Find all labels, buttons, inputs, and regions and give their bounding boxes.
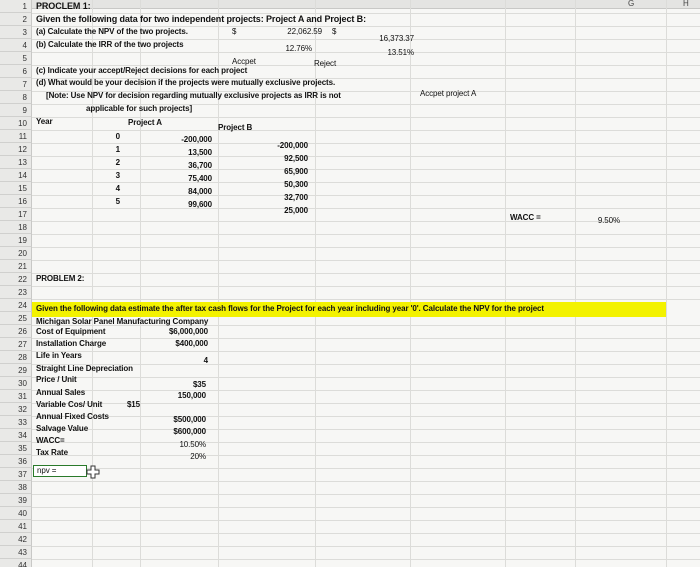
question-a: (a) Calculate the NPV of the two projects. — [36, 27, 188, 36]
item-label: Annual Sales — [36, 388, 86, 397]
grid-line — [32, 208, 700, 209]
column-header-g[interactable]: G — [628, 0, 635, 8]
grid-line — [32, 234, 700, 235]
decision-d[interactable]: Accpet project A — [420, 89, 477, 98]
row-header[interactable]: 17 — [0, 208, 32, 221]
cash-a-cell[interactable]: 99,600 — [188, 200, 212, 209]
row-header[interactable]: 43 — [0, 546, 32, 559]
item-label: Cost of Equipment — [36, 327, 106, 336]
decision-a[interactable]: Accpet — [232, 57, 256, 66]
item-value[interactable]: $35 — [192, 380, 206, 389]
npv-a-value[interactable]: 22,062.59 — [287, 27, 322, 36]
grid-line — [32, 260, 700, 261]
problem2-title: PROBLEM 2: — [36, 274, 85, 283]
item-label: Variable Cos/ Unit — [36, 400, 103, 409]
note-line-2: applicable for such projects] — [86, 104, 193, 113]
grid-line — [32, 416, 700, 417]
item-value[interactable]: 4 — [203, 356, 208, 365]
grid-line — [32, 247, 700, 248]
row-header[interactable]: 35 — [0, 442, 32, 455]
column-header-bar — [0, 0, 700, 9]
row-header[interactable]: 31 — [0, 390, 32, 403]
grid-line — [32, 429, 700, 430]
year-cell[interactable]: 5 — [115, 197, 120, 206]
row-header[interactable]: 4 — [0, 39, 32, 52]
item-value[interactable]: 10.50% — [179, 440, 206, 449]
item-label: Salvage Value — [36, 424, 89, 433]
grid-line — [32, 182, 700, 183]
cell-cursor-icon — [86, 465, 100, 479]
row-header[interactable]: 18 — [0, 221, 32, 234]
grid-line — [32, 442, 700, 443]
grid-line — [32, 195, 700, 196]
row-header[interactable]: 7 — [0, 78, 32, 91]
row-header[interactable]: 42 — [0, 533, 32, 546]
project-b-header: Project B — [218, 123, 253, 132]
problem1-title: PROCLEM 1: — [36, 1, 91, 11]
row-header[interactable]: 14 — [0, 169, 32, 182]
row-header[interactable]: 29 — [0, 364, 32, 377]
cash-a-cell[interactable]: 13,500 — [188, 148, 212, 157]
problem1-statement: Given the following data for two independent projects: Project A and Project B: — [36, 14, 366, 24]
item-label: Tax Rate — [36, 448, 68, 457]
row-header[interactable]: 15 — [0, 182, 32, 195]
item-value[interactable]: $400,000 — [175, 339, 208, 348]
row-header[interactable]: 33 — [0, 416, 32, 429]
row-header[interactable]: 32 — [0, 403, 32, 416]
row-header[interactable]: 5 — [0, 52, 32, 65]
row-header[interactable]: 22 — [0, 273, 32, 286]
item-value[interactable]: $6,000,000 — [168, 327, 208, 336]
row-header[interactable]: 25 — [0, 312, 32, 325]
decision-b[interactable]: Reject — [314, 59, 337, 68]
row-header[interactable]: 3 — [0, 26, 32, 39]
grid-line — [32, 507, 700, 508]
grid-line — [32, 351, 700, 352]
row-header[interactable]: 20 — [0, 247, 32, 260]
item-label: Life in Years — [36, 351, 82, 360]
item-value[interactable]: 20% — [190, 452, 206, 461]
row-header[interactable]: 2 — [0, 13, 32, 26]
wacc-value[interactable]: 9.50% — [597, 216, 620, 225]
year-cell[interactable]: 1 — [115, 145, 120, 154]
grid-line — [32, 455, 700, 456]
row-header[interactable]: 41 — [0, 520, 32, 533]
question-d: (d) What would be your decision if the projects were mutually exclusive projects. — [36, 78, 336, 87]
grid-line — [32, 390, 700, 391]
grid-line — [32, 286, 700, 287]
item-label: Installation Charge — [36, 339, 107, 348]
item-value[interactable]: $600,000 — [173, 427, 206, 436]
row-header[interactable]: 38 — [0, 481, 32, 494]
grid-line — [32, 481, 700, 482]
item-label: WACC= — [36, 436, 65, 445]
year-cell[interactable]: 0 — [115, 132, 120, 141]
item-value[interactable]: $15 — [126, 400, 140, 409]
row-header[interactable]: 6 — [0, 65, 32, 78]
column-header-h[interactable]: H — [683, 0, 689, 8]
year-header: Year — [36, 117, 53, 126]
row-header[interactable]: 26 — [0, 325, 32, 338]
item-value[interactable]: $500,000 — [173, 415, 206, 424]
cash-a-cell[interactable]: 75,400 — [188, 174, 212, 183]
grid-line — [32, 273, 700, 274]
row-header[interactable]: 28 — [0, 351, 32, 364]
row-header[interactable]: 1 — [0, 0, 32, 13]
row-header[interactable]: 30 — [0, 377, 32, 390]
row-header[interactable]: 37 — [0, 468, 32, 481]
npv-label: npv = — [37, 466, 57, 475]
cash-a-cell[interactable]: 84,000 — [188, 187, 212, 196]
year-cell[interactable]: 3 — [115, 171, 120, 180]
grid-line — [32, 468, 700, 469]
row-header[interactable]: 9 — [0, 104, 32, 117]
question-c: (c) Indicate your accept/Reject decisions for each project — [36, 66, 248, 75]
row-header[interactable]: 13 — [0, 156, 32, 169]
npv-b-value[interactable]: 16,373.37 — [379, 34, 414, 43]
row-header[interactable]: 40 — [0, 507, 32, 520]
row-header[interactable]: 12 — [0, 143, 32, 156]
item-label: Price / Unit — [36, 375, 77, 384]
cash-b-cell[interactable]: 25,000 — [284, 206, 308, 215]
grid-line — [32, 494, 700, 495]
grid-line — [32, 299, 700, 300]
item-value[interactable]: 150,000 — [177, 391, 206, 400]
row-header[interactable]: 34 — [0, 429, 32, 442]
row-header[interactable]: 16 — [0, 195, 32, 208]
row-header[interactable]: 24 — [0, 299, 32, 312]
grid-line — [32, 533, 700, 534]
row-header[interactable]: 36 — [0, 455, 32, 468]
problem2-instruction: Given the following data estimate the after tax cash flows for the Project for each year including year '0'. Calculate the NPV for the project — [36, 304, 544, 313]
item-label: Straight Line Depreciation — [36, 364, 133, 373]
project-a-header: Project A — [128, 118, 162, 127]
cash-b-cell[interactable]: 32,700 — [284, 193, 308, 202]
row-header[interactable]: 44 — [0, 559, 32, 567]
row-header[interactable]: 39 — [0, 494, 32, 507]
row-header[interactable]: 21 — [0, 260, 32, 273]
row-header[interactable]: 10 — [0, 117, 32, 130]
cash-a-cell[interactable]: 36,700 — [188, 161, 212, 170]
cash-b-cell[interactable]: 65,900 — [284, 167, 308, 176]
cash-b-cell[interactable]: -200,000 — [277, 141, 308, 150]
grid-line — [32, 338, 700, 339]
cash-b-cell[interactable]: 50,300 — [284, 180, 308, 189]
year-cell[interactable]: 2 — [115, 158, 120, 167]
npv-b-currency: $ — [332, 27, 337, 36]
row-header[interactable]: 8 — [0, 91, 32, 104]
item-label: Annual Fixed Costs — [36, 412, 109, 421]
grid-line — [32, 559, 700, 560]
cash-a-cell[interactable]: -200,000 — [181, 135, 212, 144]
note-line: [Note: Use NPV for decision regarding mutually exclusive projects as IRR is not — [46, 91, 341, 100]
npv-a-currency: $ — [232, 27, 237, 36]
irr-a-value[interactable]: 12.76% — [285, 44, 312, 53]
grid-line — [32, 377, 700, 378]
irr-b-value[interactable]: 13.51% — [387, 48, 414, 57]
grid-line — [32, 143, 700, 144]
grid-line — [32, 169, 700, 170]
row-header[interactable]: 11 — [0, 130, 32, 143]
company-name: Michigan Solar Panel Manufacturing Company — [36, 317, 209, 326]
year-cell[interactable]: 4 — [115, 184, 120, 193]
row-header[interactable]: 19 — [0, 234, 32, 247]
grid-line — [32, 156, 700, 157]
question-b: (b) Calculate the IRR of the two projects — [36, 40, 184, 49]
grid-line — [32, 130, 700, 131]
wacc-label: WACC = — [510, 213, 541, 222]
row-header[interactable]: 23 — [0, 286, 32, 299]
cash-b-cell[interactable]: 92,500 — [284, 154, 308, 163]
grid-line — [32, 520, 700, 521]
row-header[interactable]: 27 — [0, 338, 32, 351]
grid-line — [32, 546, 700, 547]
